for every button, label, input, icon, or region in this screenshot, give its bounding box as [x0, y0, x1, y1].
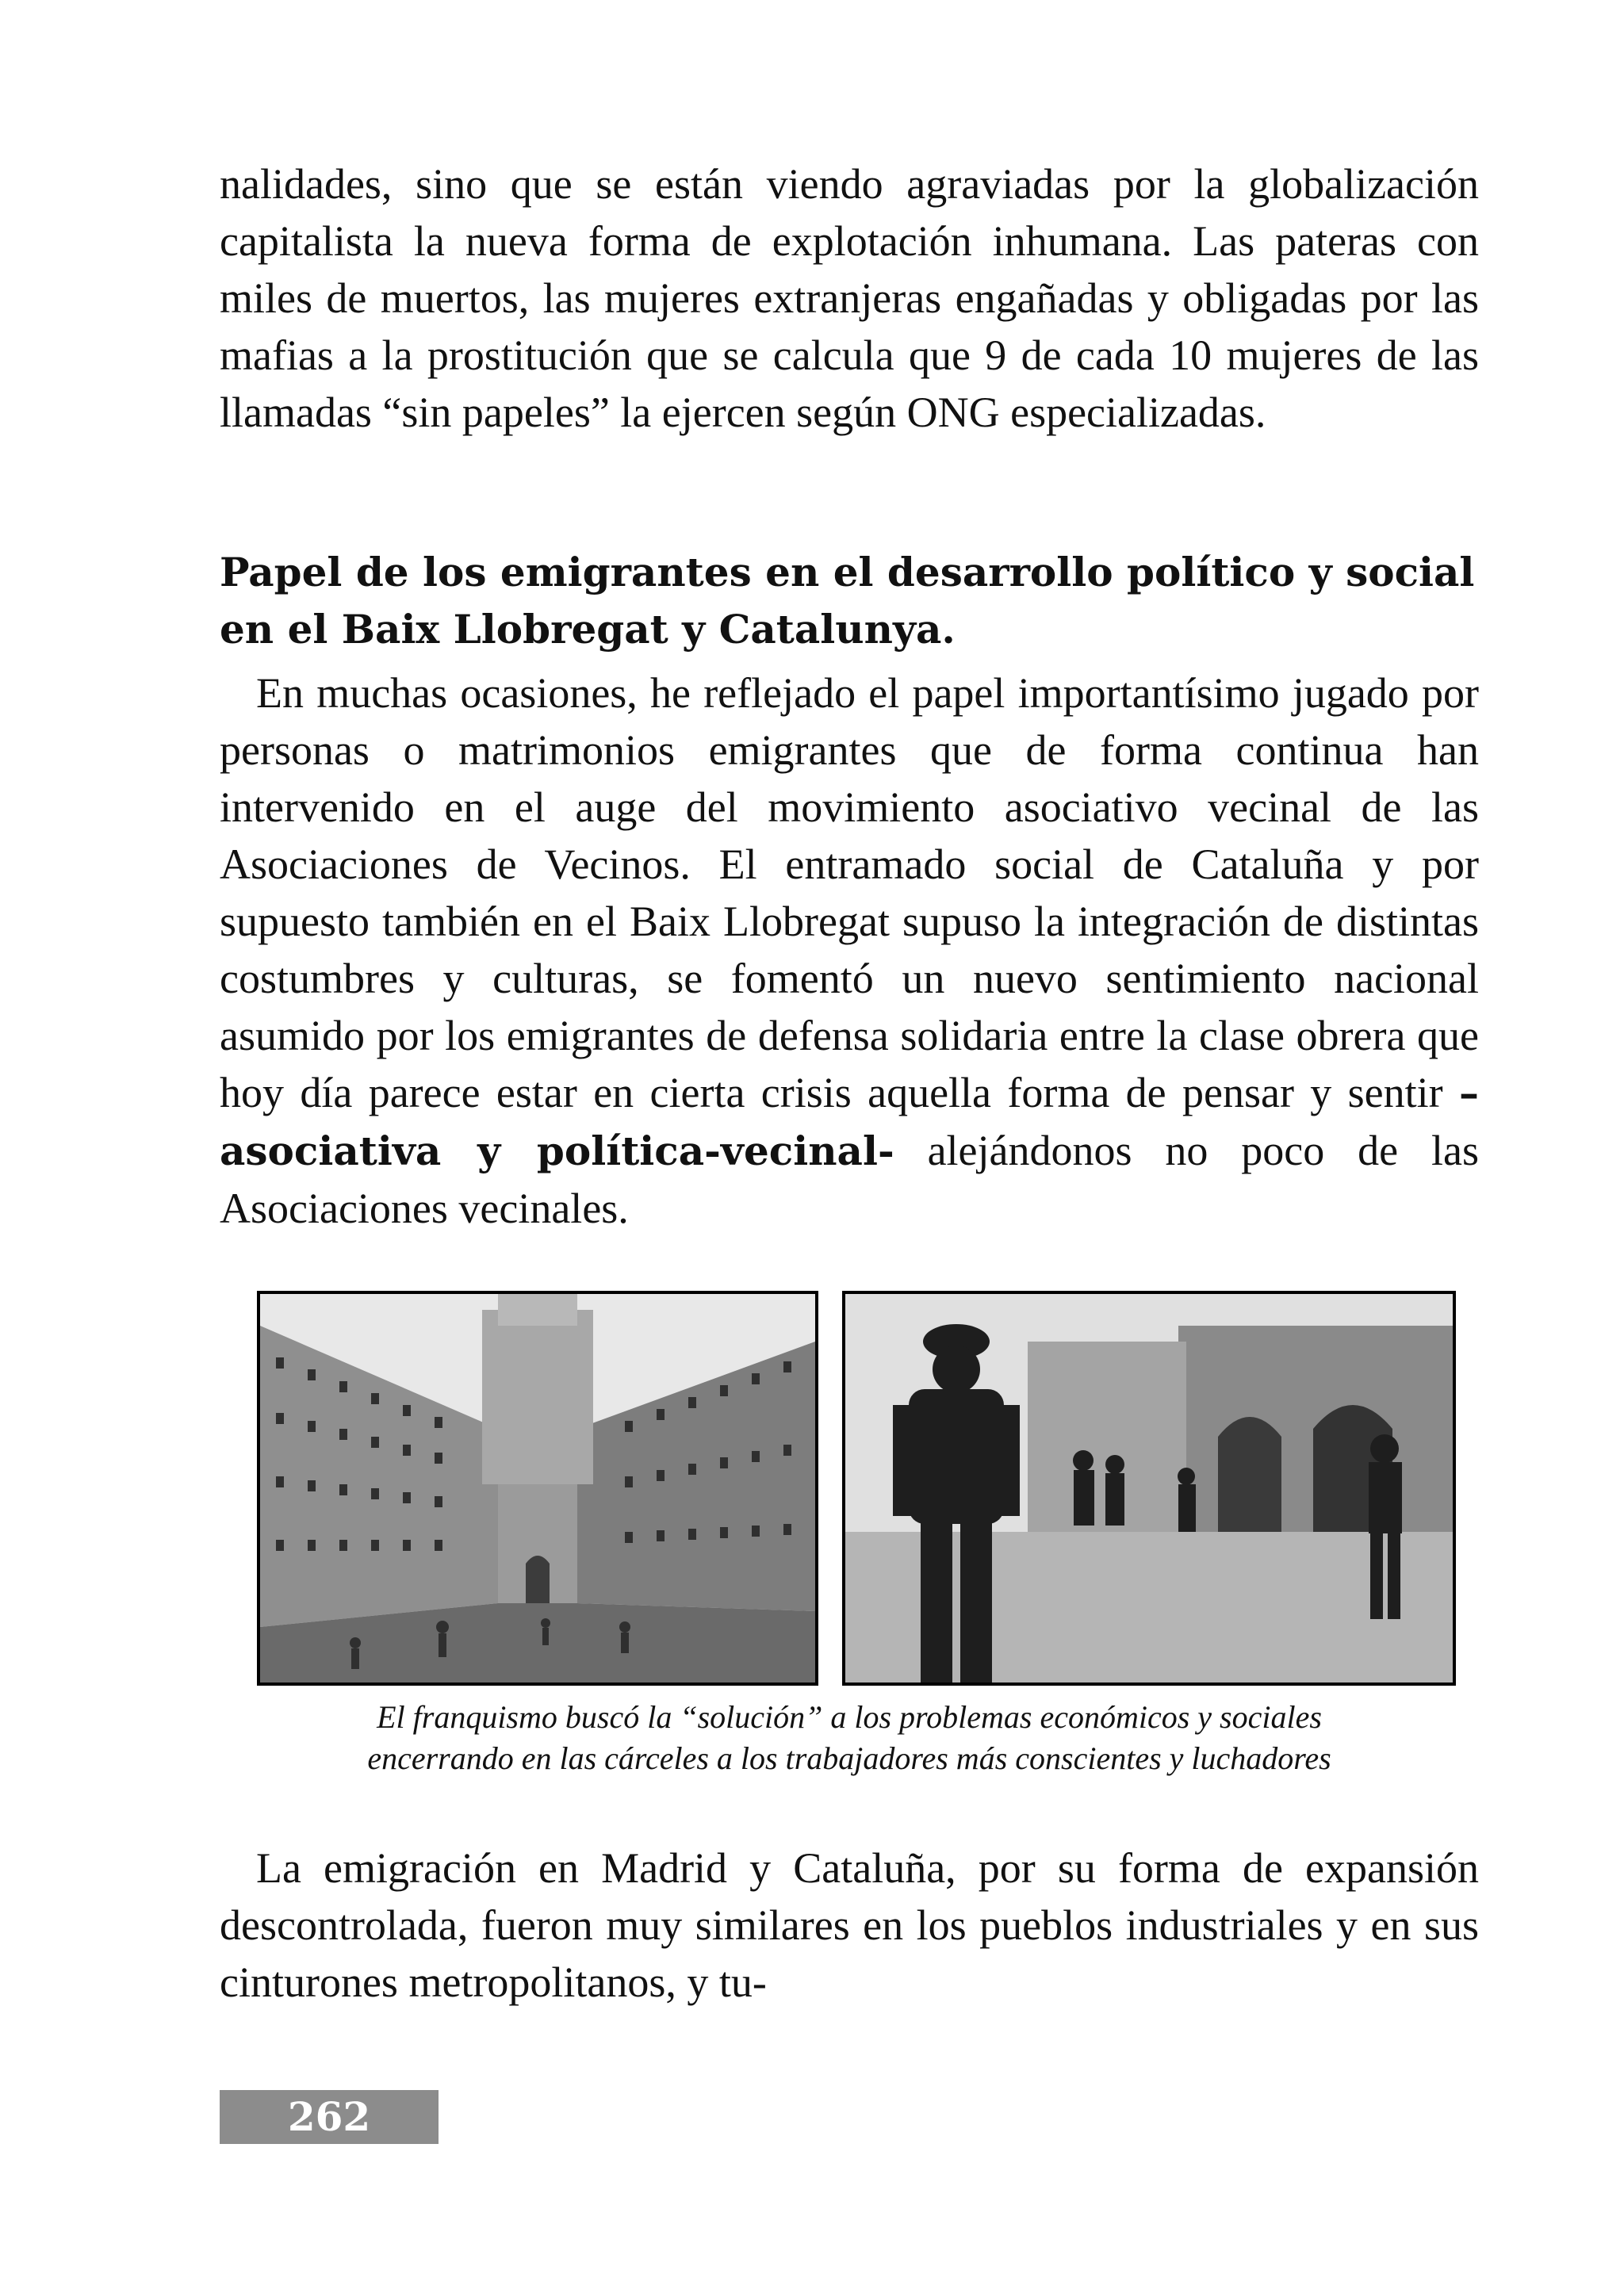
caption-line-1: El franquismo buscó la “solución” a los problemas económicos y sociales: [377, 1699, 1322, 1735]
paragraph-emigrants-bold: –asociativa y política-vecinal-: [220, 1070, 1479, 1174]
police-street-photo: [842, 1291, 1456, 1686]
photo-pair: [257, 1291, 1456, 1684]
paragraph-emigrants-start: En muchas ocasiones, he reflejado el papel importantísimo jugado por personas o matrimonios emigrantes que de forma continua han intervenido en el auge del movimiento asociativo vecinal de las Asociaciones de Vecinos. El entramado social de Cataluña y por supuesto también en el Baix Llobregat supuso la integración de distintas costumbres y culturas, se fomentó un nuevo sentimiento nacional asumido por los emigrantes de defensa solidaria entre la clase obrera que hoy día parece estar en cierta crisis aquella forma de pensar y sentir: [220, 669, 1479, 1116]
section-heading: Papel de los emigrantes en el desarrollo político y social en el Baix Llobregat y Catalunya.: [220, 549, 1475, 653]
photo-caption: [220, 1697, 1479, 1779]
paragraph-emigrants: [220, 664, 1479, 1237]
paragraph-madrid-catalunya: La emigración en Madrid y Cataluña, por su forma de expansión descontrolada, fueron muy similares en los pueblos industriales y en sus cinturones metropolitanos, y tu-: [220, 1844, 1479, 2006]
caption-line-2: encerrando en las cárceles a los trabajadores más conscientes y luchadores: [367, 1740, 1331, 1776]
page-number: 262: [220, 2090, 439, 2144]
paragraph-emigrants-end: alejándonos no poco de las Asociaciones vecinales.: [220, 1127, 1479, 1232]
paragraph-intro: nalidades, sino que se están viendo agraviadas por la globalización capitalista la nueva forma de explotación inhumana. Las pateras con miles de muertos, las mujeres extranjeras engañadas y obligadas por las mafias a la prostitución que se calcula que 9 de cada 10 mujeres de las llamadas “sin papeles” la ejercen según ONG especializadas.: [220, 160, 1479, 436]
prison-courtyard-photo: [257, 1291, 818, 1686]
